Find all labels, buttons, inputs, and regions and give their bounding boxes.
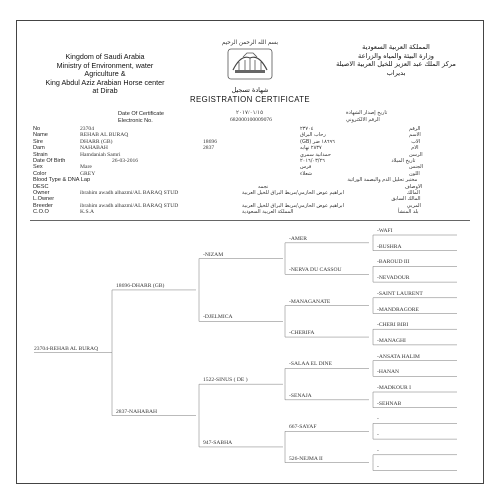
field-label-ar: المالك السابق (391, 196, 421, 203)
field-value: NAHABAH (80, 145, 108, 152)
pedigree-grandparent: -DJELMICA (203, 314, 233, 321)
pedigree-dam: 2837-NAHABAH (116, 408, 158, 415)
electronic-no-label-ar: الرقم الالكتروني (346, 117, 380, 123)
date-of-certificate-value: ٢٠١٧/٠١/١٥ (236, 110, 264, 116)
field-value-ar: ابراهيم عوض الحازمي/مربط البراق للخيل العربية (242, 190, 344, 196)
field-label-ar: مختبر تحليل الدم والبصمة الوراثية (347, 177, 418, 184)
pedigree-gg-grandparent: - (377, 447, 379, 454)
pedigree-gg-grandparent: -SEHNAB (377, 400, 402, 407)
field-label: Sire (33, 138, 43, 145)
field-value-ar: شعلاء (300, 170, 312, 177)
field-value: REHAB AL BURAQ (80, 132, 129, 139)
field-label-ar: الجنس (409, 164, 424, 171)
pedigree-great-grandparent: -SALAA EL DINE (289, 361, 332, 368)
pedigree-gg-grandparent: - (377, 416, 379, 423)
electronic-no-label: Electronic No. (118, 118, 153, 124)
pedigree-gg-grandparent: -BAROUD III (377, 259, 410, 266)
pedigree-grandparent: 947-SABHA (203, 439, 233, 446)
pedigree-gg-grandparent: -SAINT LAURENT (377, 290, 423, 297)
basmala: بسم الله الرحمن الرحيم (221, 40, 279, 46)
header-en-line: Ministry of Environment, water (56, 60, 154, 70)
field-value: ibrahim awadh alhazmi/AL BARAQ STUD (80, 190, 179, 196)
field-value: Hamdaniah Samri (80, 151, 121, 158)
field-value-ar: ابراهيم عوض الحازمي/مربط البراق للخيل العربية (242, 202, 344, 209)
field-value-ar: ٢٣٧٠٤ (300, 126, 314, 132)
pedigree-gg-grandparent: -WAFI (377, 228, 393, 234)
field-value-ar: رحاب البراق (300, 132, 326, 139)
field-label: Dam (33, 145, 45, 152)
field-value: 26-03-2016 (112, 158, 139, 164)
field-value-ar: ٢٨٣٧ نهابه (300, 145, 322, 152)
pedigree-great-grandparent: -CHERIFA (289, 330, 315, 337)
pedigree-gg-grandparent: -ANSATA HALIM (377, 353, 420, 360)
pedigree-grandparent: 1522-SINUS ( DE ) (203, 377, 248, 384)
pedigree-gg-grandparent: -BUSHRA (377, 243, 402, 250)
field-label: Blood Type & DNA Lap (33, 177, 91, 184)
header-en-line: at Dirab (92, 86, 118, 96)
pedigree-great-grandparent: 526-NEJMA II (289, 455, 323, 462)
field-label-ar: الام (411, 145, 419, 152)
pedigree-great-grandparent: -AMER (289, 235, 308, 242)
field-label: Color (33, 170, 47, 177)
header-en-line: King Abdul Aziz Arabian Horse center (45, 77, 165, 87)
pedigree-gg-grandparent: - (377, 432, 379, 439)
pedigree-gg-grandparent: -MANDRAGORE (377, 306, 419, 313)
field-label-ar: الاوصاف (404, 183, 423, 190)
pedigree-grandparent: -NIZAM (203, 251, 224, 258)
pedigree-great-grandparent: -MANAGANATE (289, 298, 331, 305)
field-label: No (33, 126, 41, 132)
field-label: Date Of Birth (33, 158, 66, 164)
date-of-certificate-label-ar: تاريخ إصدار الشهادة (346, 110, 388, 116)
field-value-ar: ٢٠١٦/٠٣/٢٦ (300, 158, 325, 164)
field-label-ar: الرقم (409, 126, 421, 132)
electronic-no-value: 682000100009076 (230, 117, 272, 123)
field-value: ibrahim awadh alhazmi/AL BARAQ STUD (80, 202, 179, 209)
field-label: Strain (33, 151, 48, 158)
field-value: K.S.A (80, 209, 94, 216)
field-registration-number: 2837 (203, 145, 215, 152)
pedigree-great-grandparent: 667-SAYAF (289, 424, 317, 431)
field-label-ar: الاب (411, 138, 421, 145)
field-label-ar: الاسم (409, 132, 421, 139)
pedigree-gg-grandparent: -MADKOUR I (377, 385, 412, 391)
header-ar-line: بديراب (386, 68, 406, 77)
field-label-ar: بلد المنشأ (398, 209, 419, 216)
field-label: C.O.O (33, 209, 49, 216)
field-value: DHARR (GB) (80, 138, 113, 145)
certificate-title-en: REGISTRATION CERTIFICATE (189, 95, 311, 104)
field-value: GREY (80, 170, 96, 177)
field-label: Breeder (33, 202, 53, 209)
header-en-line: Kingdom of Saudi Arabia (65, 52, 145, 61)
field-value-ar: نجمه (258, 183, 269, 190)
field-label-ar: المالك (406, 190, 420, 196)
pedigree-sire: 18696-DHARR (GB) (116, 282, 165, 289)
pedigree-gg-grandparent: -HANAN (377, 369, 400, 376)
header-en-line: Agriculture & (84, 69, 126, 79)
pedigree-horse: 23704-REHAB AL BURAQ (34, 345, 99, 352)
pedigree-gg-grandparent: - (377, 463, 379, 470)
header-ar-line: مركز الملك عبد العزيز للخيل العربية الاصيلة (336, 60, 456, 69)
pedigree-great-grandparent: -SENAJA (289, 392, 312, 399)
header-ar-line: المملكة العربية السعودية (362, 43, 430, 51)
field-label-ar: اللون (409, 170, 420, 177)
date-of-certificate-label: Date Of Certificate (118, 111, 165, 117)
pedigree-gg-grandparent: -CHERI BIBI (377, 322, 409, 329)
field-label: L.Owner (33, 196, 55, 203)
field-label-ar: الرسن (409, 151, 423, 158)
field-registration-number: 18696 (203, 138, 217, 145)
field-label-ar: المربي (406, 202, 421, 209)
field-value-ar: ١٨٦٩٦ ضر (GB) (300, 138, 335, 145)
field-label: Owner (33, 190, 50, 196)
field-value-ar: فرس (300, 164, 312, 171)
header-ar-line: وزارة البيئة والمياه والزراعة (358, 51, 434, 60)
pedigree-gg-grandparent: -NEVADOUR (377, 275, 410, 282)
field-label: Name (33, 132, 48, 139)
field-value-ar: حمدانية سمري (300, 151, 331, 158)
field-value: Mare (80, 164, 92, 171)
field-label: DESC (33, 183, 49, 190)
field-label: Sex (33, 164, 43, 171)
field-value-ar: المملكة العربية السعودية (242, 209, 294, 216)
field-value: 23704 (80, 126, 94, 132)
pedigree-gg-grandparent: -MANAGHI (377, 337, 406, 344)
field-label-ar: تاريخ الميلاد (391, 158, 416, 164)
pedigree-great-grandparent: -NERVA DU CASSOU (289, 267, 342, 274)
certificate-title-ar: شهادة تسجيل (231, 86, 269, 94)
